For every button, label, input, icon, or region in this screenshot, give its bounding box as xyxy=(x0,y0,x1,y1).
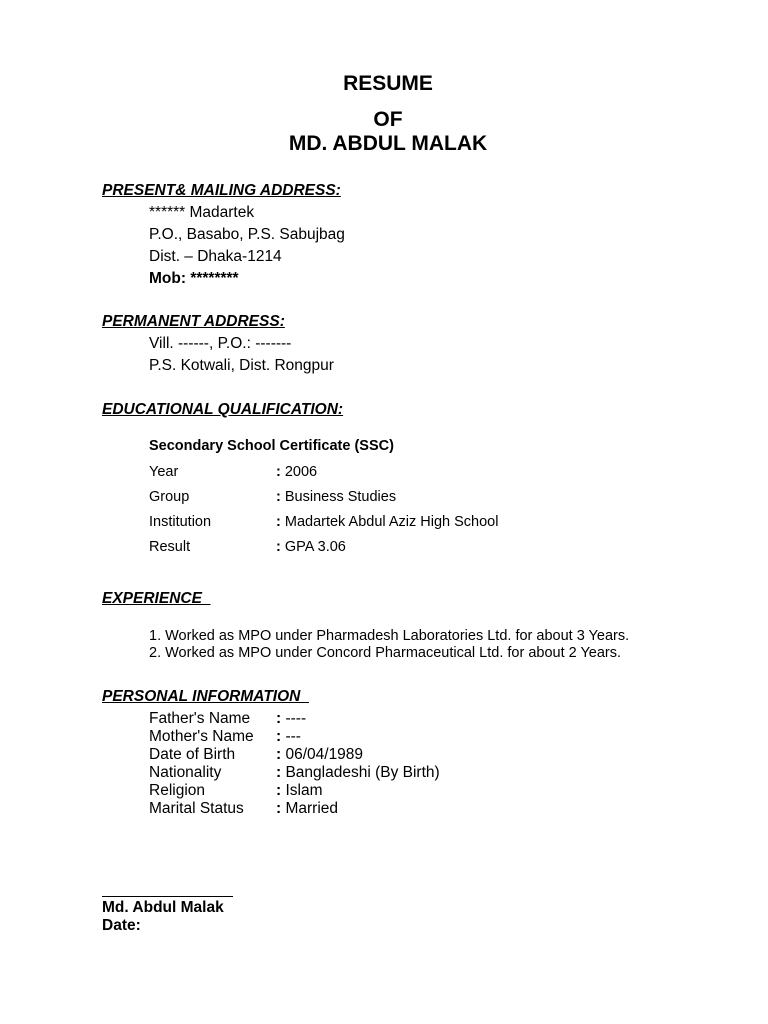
personal-row-label: Religion xyxy=(149,782,206,799)
education-row-value-wrap: : 2006 xyxy=(276,464,318,480)
education-row-value: Madartek Abdul Aziz High School xyxy=(284,514,499,530)
permanent-address-line: Vill. ------, P.O.: ------- xyxy=(149,335,292,352)
personal-row-value-wrap: : ---- xyxy=(276,710,307,727)
personal-row-value: 06/04/1989 xyxy=(285,746,364,763)
personal-row-label: Marital Status xyxy=(149,800,244,817)
education-row-label: Institution xyxy=(149,514,212,530)
personal-row xyxy=(0,800,768,818)
personal-row-label: Date of Birth xyxy=(149,746,236,763)
education-row-label: Result xyxy=(149,539,191,555)
personal-row xyxy=(0,764,768,782)
present-address-line: Dist. – Dhaka-1214 xyxy=(149,248,282,265)
education-row-label: Group xyxy=(149,489,190,505)
signature-name: Md. Abdul Malak xyxy=(102,899,224,916)
personal-row-value-wrap: : 06/04/1989 xyxy=(276,746,364,763)
personal-row xyxy=(0,710,768,728)
education-exam-title: Secondary School Certificate (SSC) xyxy=(149,438,394,454)
education-row-label: Year xyxy=(149,464,179,480)
personal-row xyxy=(0,782,768,800)
personal-row-value-wrap: : Islam xyxy=(276,782,323,799)
education-row-value-wrap: : Business Studies xyxy=(276,489,397,505)
personal-row-value: Married xyxy=(285,800,339,817)
education-heading: EDUCATIONAL QUALIFICATION: xyxy=(102,401,344,418)
education-row xyxy=(0,539,768,556)
education-row xyxy=(0,489,768,506)
personal-row-value: --- xyxy=(285,728,301,745)
personal-row xyxy=(0,746,768,764)
resume-title-of: OF xyxy=(373,108,403,131)
personal-row-value-wrap: : --- xyxy=(276,728,301,745)
mobile-number: Mob: ******** xyxy=(149,270,239,287)
resume-title: RESUME xyxy=(343,72,433,95)
personal-row-label: Mother's Name xyxy=(149,728,254,745)
signature-line xyxy=(102,896,233,897)
education-row-value: Business Studies xyxy=(284,489,397,505)
present-address-line: ****** Madartek xyxy=(149,204,255,221)
experience-heading: EXPERIENCE xyxy=(102,590,211,607)
personal-row-value: Islam xyxy=(285,782,323,799)
personal-info-heading: PERSONAL INFORMATION xyxy=(102,688,309,705)
personal-row-label: Nationality xyxy=(149,764,222,781)
education-row-value-wrap: : Madartek Abdul Aziz High School xyxy=(276,514,499,530)
experience-item: 2. Worked as MPO under Concord Pharmaceutical Ltd. for about 2 Years. xyxy=(149,645,622,661)
present-address-line: P.O., Basabo, P.S. Sabujbag xyxy=(149,226,345,243)
personal-row-value-wrap: : Married xyxy=(276,800,339,817)
experience-item: 1. Worked as MPO under Pharmadesh Laboratories Ltd. for about 3 Years. xyxy=(149,628,630,644)
personal-row-value: Bangladeshi (By Birth) xyxy=(285,764,440,781)
personal-row-label: Father's Name xyxy=(149,710,251,727)
education-row xyxy=(0,514,768,531)
permanent-address-line: P.S. Kotwali, Dist. Rongpur xyxy=(149,357,334,374)
education-row xyxy=(0,464,768,481)
education-row-value: 2006 xyxy=(284,464,318,480)
education-row-value-wrap: : GPA 3.06 xyxy=(276,539,346,555)
signature-date-label: Date: xyxy=(102,917,141,934)
personal-row-value-wrap: : Bangladeshi (By Birth) xyxy=(276,764,440,781)
resume-name: MD. ABDUL MALAK xyxy=(288,132,488,155)
personal-row-value: ---- xyxy=(285,710,307,727)
permanent-address-heading: PERMANENT ADDRESS: xyxy=(102,313,285,330)
personal-row xyxy=(0,728,768,746)
present-address-heading: PRESENT& MAILING ADDRESS: xyxy=(102,182,341,199)
education-row-value: GPA 3.06 xyxy=(284,539,346,555)
